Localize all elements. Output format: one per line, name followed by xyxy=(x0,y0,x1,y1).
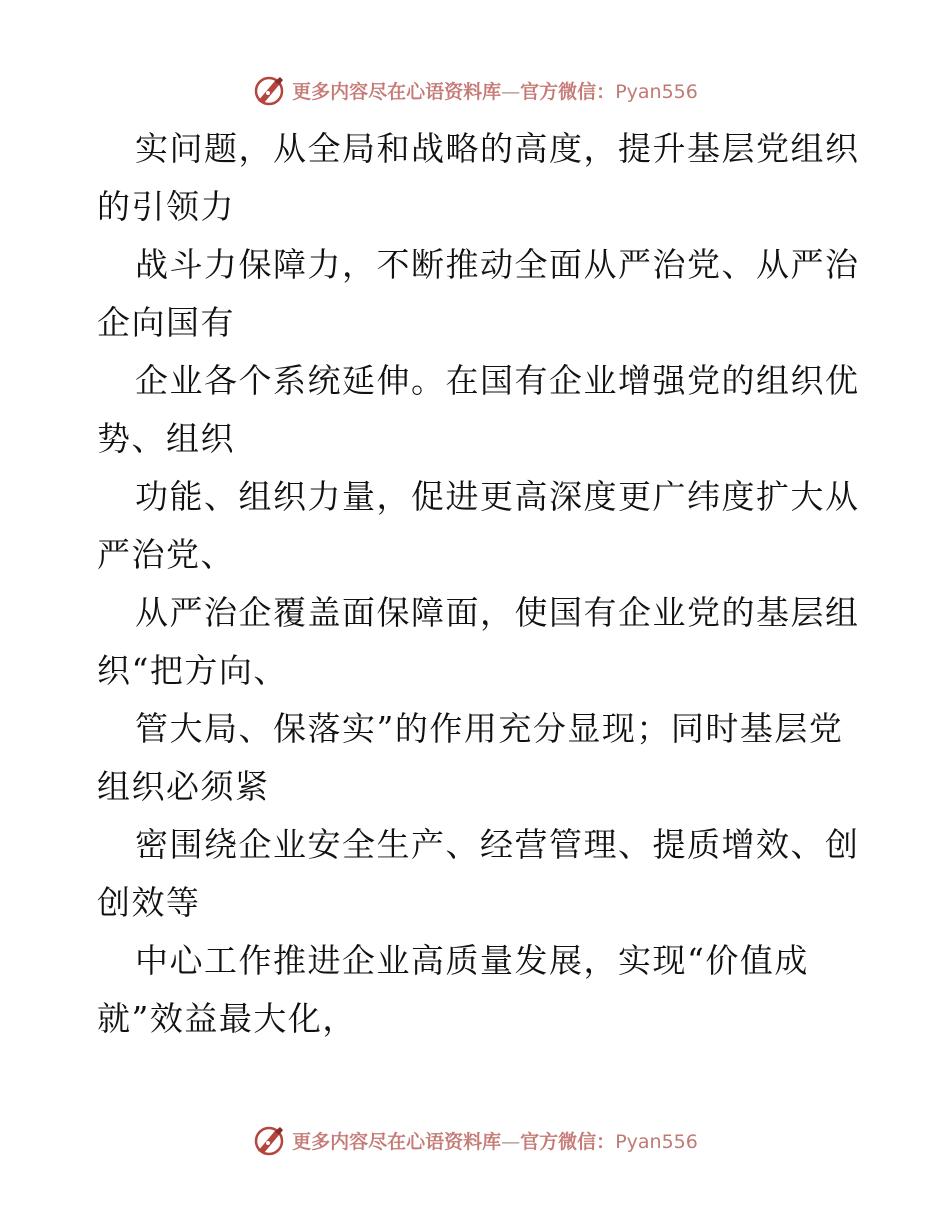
paragraph-line: 的引领力 xyxy=(97,187,235,226)
paragraph-line: 管大局、保落实”的作用充分显现；同时基层党 xyxy=(135,709,844,748)
paragraph-line: 战斗力保障力，不断推动全面从严治党、从严治 xyxy=(135,245,860,284)
footer-watermark xyxy=(0,1120,950,1160)
paragraph-line: 严治党、 xyxy=(97,535,235,574)
paragraph xyxy=(97,932,857,1048)
paragraph-line: 密围绕企业安全生产、经营管理、提质增效、创 xyxy=(135,825,860,864)
paragraph-line: 功能、组织力量，促进更高深度更广纬度扩大从 xyxy=(135,477,860,516)
paragraph-line: 企业各个系统延伸。在国有企业增强党的组织优 xyxy=(135,361,860,400)
paragraph-line: 创效等 xyxy=(97,883,201,922)
paragraph-line: 就”效益最大化， xyxy=(97,999,357,1038)
header-watermark xyxy=(0,70,950,110)
paragraph-line: 织“把方向、 xyxy=(97,651,288,690)
paragraph-line: 从严治企覆盖面保障面，使国有企业党的基层组 xyxy=(135,593,860,632)
document-body xyxy=(97,120,860,1048)
pen-nib-logo-icon xyxy=(252,73,286,107)
paragraph-line: 组织必须紧 xyxy=(97,767,270,806)
paragraph-line: 企向国有 xyxy=(97,303,235,342)
watermark-text: 更多内容尽在心语资料库—官方微信：Pyan556 xyxy=(292,80,698,103)
pen-nib-logo-icon xyxy=(252,1123,286,1157)
paragraph-line: 势、组织 xyxy=(97,419,235,458)
paragraph xyxy=(97,120,860,236)
paragraph xyxy=(97,816,860,932)
paragraph-line: 中心工作推进企业高质量发展，实现“价值成 xyxy=(135,941,809,980)
paragraph xyxy=(97,584,860,700)
watermark-text: 更多内容尽在心语资料库—官方微信：Pyan556 xyxy=(292,1130,698,1153)
paragraph xyxy=(97,236,860,352)
paragraph xyxy=(97,352,860,468)
paragraph xyxy=(97,700,857,816)
paragraph xyxy=(97,468,860,584)
paragraph-line: 实问题，从全局和战略的高度，提升基层党组织 xyxy=(135,129,860,168)
